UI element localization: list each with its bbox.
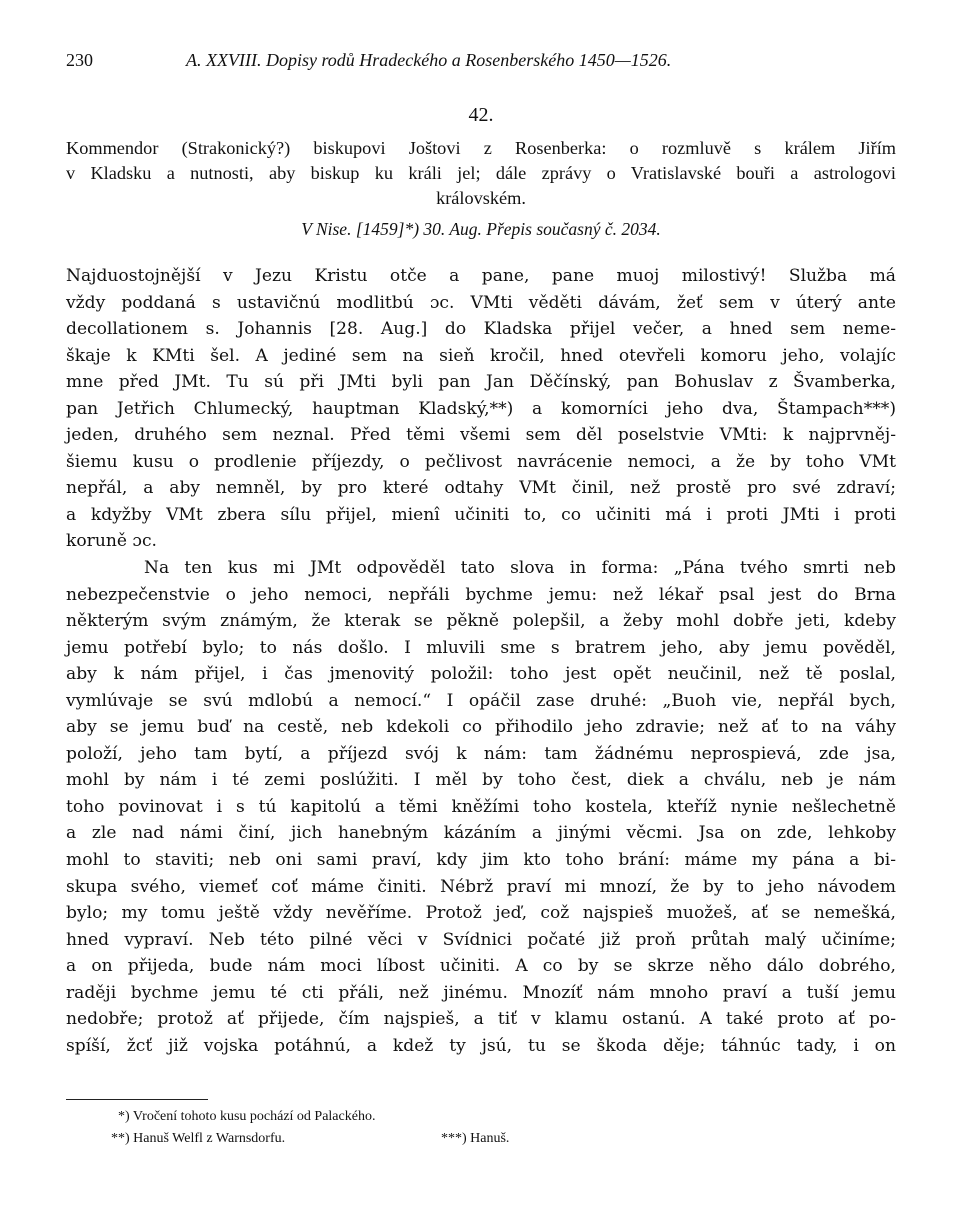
- body-line: položí, jeho tam bytí, a příjezd svój k nám: tam žádnému neprospievá, zde jsa,: [66, 743, 896, 764]
- body-line: koruně ɔc.: [66, 531, 157, 552]
- body-line: skupa svého, viemeť coť máme činiti. Nébrž praví mi mnozí, že by to jeho návodem: [66, 876, 896, 897]
- running-head: [66, 50, 896, 76]
- body-line: aby se jemu buď na cestě, neb kdekoli co přihodilo jeho zdravie; než ať to na váhy: [66, 717, 896, 738]
- regest-line: Kommendor (Strakonický?) biskupovi Joštovi z Rosenberka: o rozmluvě s králem Jiřím: [66, 138, 896, 158]
- body-line: a on přijeda, bude nám moci líbost učiniti. A co by se skrze něho dálo dobrého,: [66, 956, 896, 977]
- body-line: a kdyžby VMt zbera sílu přijel, mienî učiniti to, co učiniti má i proti JMti i proti: [66, 504, 896, 525]
- footnote-row: [66, 1128, 896, 1150]
- footnote-1: *) Vročení tohoto kusu pochází od Palackého.: [118, 1109, 376, 1124]
- body-line: nepřál, a aby nemněl, by pro které odtahy VMt činil, než prostě pro své zdraví;: [66, 478, 896, 499]
- body-line: Na ten kus mi JMt odpověděl tato slova in forma: „Pána tvého smrti neb: [144, 558, 896, 579]
- footnote-3: ***) Hanuš.: [441, 1131, 510, 1146]
- body-line: aby k nám přijel, i čas jmenovitý položil: toho jest opět neučinil, než tě poslal,: [66, 664, 896, 685]
- body-line: Najduostojnější v Jezu Kristu otče a pane, pane muoj milostivý! Služba má: [66, 266, 896, 286]
- body-line: nedobře; protož ať přijede, čím najspieš, a tiť v klamu ostanú. A také proto ať po-: [66, 1009, 896, 1030]
- body-line: mohl by nám i té zemi poslúžiti. I měl by toho čest, diek a chválu, neb je nám: [66, 770, 896, 791]
- body-line: toho povinovat i s tú kapitolú a těmi kněžími toho kostela, kteříž nynie nešlechetně: [66, 796, 896, 817]
- body-line: jemu potřebí bylo; to nás došlo. I mluvili sme s bratrem jeho, aby jemu pověděl,: [66, 637, 896, 658]
- body-line: některým svým známým, že kterak se pěkně polepšil, a žeby mohl dobře jeti, kdeby: [66, 611, 896, 632]
- page-number: 230: [66, 50, 93, 70]
- body-line: decollationem s. Johannis [28. Aug.] do Kladska přijel večer, a hned sem neme-: [66, 319, 896, 340]
- dating-line: V Nise. [1459]*) 30. Aug. Přepis současný č. 2034.: [301, 219, 661, 239]
- footnote-rule: [66, 1099, 208, 1100]
- regest-line: královském.: [436, 188, 526, 208]
- body-line: vymlúvaje se svú mdlobú a nemocí.“ I opáčil zase druhé: „Buoh vie, nepřál bych,: [66, 690, 896, 711]
- body-line: mne před JMt. Tu sú při JMti byli pan Jan Děčínský, pan Bohuslav z Švamberka,: [66, 372, 896, 393]
- body-line: spíší, žcť již vojska potáhnú, a kdež ty jsú, tu se škoda děje; táhnúc tady, i on: [66, 1035, 896, 1056]
- body-line: jeden, druhého sem neznal. Před těmi všemi sem děl poselstvie VMti: k najprvněj-: [66, 425, 896, 446]
- body-line: mohl to staviti; neb oni sami praví, kdy jim kto toho brání: máme my pána a bi-: [66, 850, 896, 871]
- body-line: vždy poddaná s ustavičnú modlitbú ɔc. VMti věděti dávám, žeť sem v úterý ante: [66, 292, 896, 313]
- body-line: raději bychme jemu té cti přáli, než jinému. Mnozíť nám mnoho praví a tuší jemu: [66, 982, 896, 1003]
- letter-body: [66, 263, 896, 1059]
- body-line: nebezpečenstvie o jeho nemoci, nepřáli bychme jemu: než lékař psal jest do Brna: [66, 584, 896, 605]
- footnote-2: **) Hanuš Welfl z Warnsdorfu.: [111, 1131, 286, 1146]
- regest-line: v Kladsku a nutnosti, aby biskup ku králi jel; dále zprávy o Vratislavské bouři a astrologovi: [66, 163, 896, 183]
- regest: [66, 136, 896, 211]
- page: [66, 50, 896, 1059]
- document-number: 42.: [468, 104, 494, 126]
- body-line: hned vypraví. Neb této pilné věci v Svídnici počaté již proň průtah malý učiníme;: [66, 929, 896, 950]
- running-title: A. XXVIII. Dopisy rodů Hradeckého a Rosenberského 1450—1526.: [186, 50, 672, 70]
- body-line: škaje k KMti šel. A jediné sem na sieň kročil, hned otevřeli komoru jeho, volajíc: [66, 345, 896, 366]
- body-line: a zle nad námi činí, jich hanebným kázáním a jinými věcmi. Jsa on zde, lehkoby: [66, 823, 896, 844]
- body-line: bylo; my tomu ještě vždy nevěříme. Protož jeď, což najspieš muožeš, ať se nemešká,: [66, 903, 896, 924]
- body-line: pan Jetřich Chlumecký, hauptman Kladský,**) a komorníci jeho dva, Štampach***): [66, 398, 896, 419]
- body-line: šiemu kusu o prodlenie příjezdy, o pečlivost navrácenie nemoci, a že by toho VMt: [66, 451, 896, 472]
- footnotes: [66, 1106, 896, 1150]
